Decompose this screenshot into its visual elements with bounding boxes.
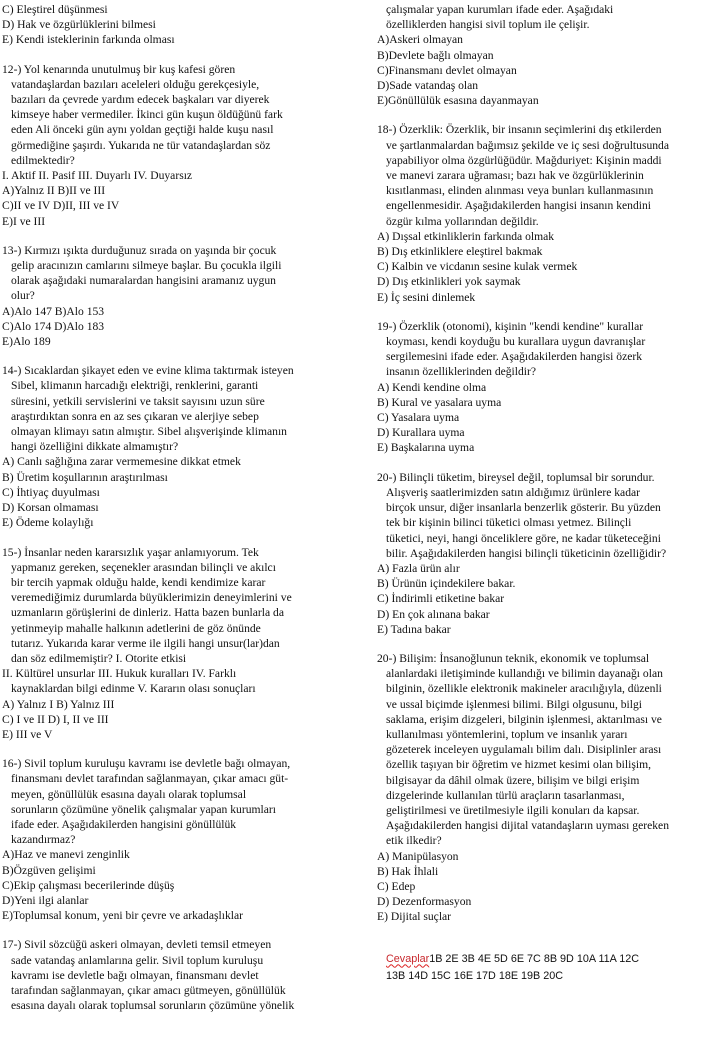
option-row: C)II ve IV D)II, III ve IV [2, 199, 120, 213]
question-text: yetinmeyip mahalle halkının adetlerini de göz önünde [11, 621, 261, 635]
option-a: A) Canlı sağlığına zarar vermemesine dikkat etmek [2, 455, 241, 469]
option-d: D) En çok alınana bakar [377, 607, 490, 621]
question-text: etik ilkedir? [386, 834, 442, 848]
question-text: hangi özelliğini dikkate almamıştır? [11, 440, 179, 454]
question-text: finansmanı devlet tarafından sağlanmayan, çıkar amacı güt- [11, 772, 289, 786]
question-text: geliştirilmesi ve üretilmesiyle ilgili konuları da kapsar. [386, 803, 640, 817]
option-c: C)Finansmanı devlet olmayan [377, 63, 517, 77]
option-c: C) Eleştirel düşünmesi [2, 3, 108, 16]
option-b: B) Hak İhlali [377, 864, 439, 878]
question-text: vatandaşlardan bazıları aceleleri olduğu gerekçesiyle, [11, 77, 260, 91]
question-text: 20-) Bilinçli tüketim, bireysel değil, toplumsal bir sorundur. [377, 470, 655, 484]
option-d: D)Yeni ilgi alanlar [2, 893, 89, 907]
question-text: 12-) Yol kenarında unutulmuş bir kuş kafesi gören [2, 62, 236, 76]
question-16 [2, 756, 340, 923]
question-text: ifade eder. Aşağıdakilerden hangisini gönüllülük [11, 817, 237, 831]
question-text: özellik taşıyan bir öğretim ve hizmet kesimi olan bilişim, [386, 758, 651, 772]
option-row: E)Alo 189 [2, 335, 51, 349]
option-row: A) Yalnız I B) Yalnız III [2, 697, 115, 711]
question-text: engellenmesidir. Aşağıdakilerden hangisi insanın kendini [386, 199, 651, 213]
question-text: özelliklerden hangisi sivil toplum ile çelişir. [386, 18, 590, 32]
question-18 [377, 122, 715, 304]
question-text: yapmanız gereken, seçenekler arasından bilinçli ve akılcı [11, 560, 276, 574]
option-e: E)Toplumsal konum, yeni bir çevre ve arkadaşlıklar [2, 909, 243, 923]
option-d: D)Sade vatandaş olan [377, 79, 479, 93]
question-text: tüketici, neyi, hangi önceliklere göre, ne kadar tüketeceğini [386, 531, 661, 545]
option-c: C) İndirimli etiketine bakar [377, 592, 505, 606]
answer-key [377, 951, 715, 985]
question-text: sorunların çözümüne yönelik çalışmalar yapan kurumları [11, 802, 276, 816]
option-row: E) III ve V [2, 727, 53, 741]
option-e: E) Başkalarına uyma [377, 441, 475, 455]
option-b: B)Özgüven gelişimi [2, 863, 96, 877]
answer-key-label: Cevaplar [386, 952, 430, 965]
question-text: II. Kültürel unsurlar III. Hukuk kuralları IV. Farklı [2, 667, 237, 681]
question-text: sade vatandaş anlamlarına gelir. Sivil toplum kuruluşu [11, 953, 264, 967]
option-e: E) İç sesini dinlemek [377, 290, 476, 304]
question-text: 18-) Özerklik: Özerklik, bir insanın seçimlerini dış etkilerden [377, 123, 662, 137]
question-text: 17-) Sivil sözcüğü askeri olmayan, devleti temsil etmeyen [2, 938, 272, 952]
right-column [377, 2, 715, 985]
question-17-end [377, 2, 715, 108]
option-b: B) Ürünün içindekilere bakar. [377, 577, 516, 591]
option-d: D) Korsan olmaması [2, 501, 99, 515]
option-a: A) Kendi kendine olma [377, 380, 487, 394]
question-12 [2, 62, 340, 229]
option-a: A) Dışsal etkinliklerin farkında olmak [377, 229, 555, 243]
question-text: özgür kılma yollarından değildir. [386, 214, 539, 228]
option-d: D) Kurallara uyma [377, 426, 465, 440]
question-text: bilginin, özellikle elektronik makineler aracılığıyla, düzenli [386, 682, 662, 696]
option-e: E) Ödeme kolaylığı [2, 516, 94, 530]
question-text: ve şartlanmalardan bağımsız şekilde ve iç sesi doğrultusunda [386, 138, 669, 152]
question-text: 13-) Kırmızı ışıkta durduğunuz sırada on yaşında bir çocuk [2, 243, 277, 257]
option-e: E) Dijital suçlar [377, 910, 452, 924]
question-text: olmayan klimayı satın almıştır. Sibel alışverişinde klimanın [11, 425, 287, 439]
question-text: olur? [11, 289, 35, 303]
question-text: kaynaklardan bilgi edinme V. Kararın olası sonuçları [11, 682, 256, 696]
question-text: alanlardaki iletişiminde kullandığı ve bilimin dayanağı olan [386, 667, 663, 681]
question-17-start [2, 937, 340, 1013]
question-text: Sibel, klimanın harcadığı elektriği, renklerini, garanti [11, 379, 259, 393]
question-text: yapabiliyor olma özgürlüğüdür. Mağduriyet: Kişinin maddi [386, 153, 662, 167]
question-text: veremediğimiz durumlarda büyüklerimizin deneyimlerini ve [11, 591, 292, 605]
question-text: dan söz edilmemiştir? I. Otorite etkisi [11, 651, 187, 665]
question-text: 20-) Bilişim: İnsanoğlunun teknik, ekonomik ve toplumsal [377, 651, 650, 665]
question-text: 14-) Sıcaklardan şikayet eden ve evine klima taktırmak isteyen [2, 364, 294, 378]
option-row: E)I ve III [2, 214, 46, 228]
answer-key-line-1: 1B 2E 3B 4E 5D 6E 7C 8B 9D 10A 11A 12C [429, 952, 640, 965]
question-text: araştırdıktan sonra en az ses çıkaran ve alerjiye sebep [11, 409, 259, 423]
question-text: tutarız. Yukarıda karar verme ile ilgili hangi unsur(lar)dan [11, 636, 280, 650]
question-text: kısıtlanması, elinden alınması veya bunları kullanmasının [386, 184, 654, 198]
option-row: C)Alo 174 D)Alo 183 [2, 319, 105, 333]
question-15 [2, 545, 340, 743]
question-items: I. Aktif II. Pasif III. Duyarlı IV. Duyarsız [2, 169, 193, 183]
option-d: D) Hak ve özgürlüklerini bilmesi [2, 18, 156, 32]
question-text: birçok unsur, diğer insanlarla benzerlik gösterir. Bu yüzden [386, 501, 661, 515]
question-text: Alışveriş saatlerimizden satın aldığımız ürünlere kadar [386, 485, 641, 499]
option-d: D) Dış etkinlikleri yok saymak [377, 275, 521, 289]
question-text: görmediğine şaşırdı. Yukarıda ne tür vatandaşlardan söz [11, 138, 271, 152]
answer-key-line-2: 13B 14D 15C 16E 17D 18E 19B 20C [386, 969, 564, 982]
question-13 [2, 243, 340, 349]
question-20-informatics [377, 651, 715, 925]
option-a: A)Haz ve manevi zenginlik [2, 848, 130, 862]
question-text: meyen, gönüllülük esasına dayalı olarak toplumsal [11, 787, 247, 801]
question-text: bazıları da çevrede yardım edecek başkaları var diyerek [11, 93, 270, 107]
question-text: kullanılması yöntemlerini, toplum ve insanlık yararı [386, 727, 628, 741]
question-11-options [2, 2, 340, 48]
option-c: C) Edep [377, 879, 416, 893]
question-20-consumption [377, 470, 715, 637]
question-text: bilir. Aşağıdakilerden hangisi bilinçli tüketicinin özelliğidir? [386, 546, 667, 560]
option-e: E)Gönüllülük esasına dayanmayan [377, 94, 539, 108]
question-text: tek bir kişinin bilinci tüketici olması yetmez. Bilinçli [386, 516, 632, 530]
option-row: C) I ve II D) I, II ve III [2, 712, 109, 726]
question-19 [377, 319, 715, 456]
question-text: dizgelerinde kullanılan türlü araçların tasarlanması, [386, 788, 625, 802]
option-c: C) İhtiyaç duyulması [2, 485, 100, 499]
option-b: B) Üretim koşullarının araştırılması [2, 470, 168, 484]
option-e: E) Kendi isteklerinin farkında olması [2, 33, 175, 47]
question-text: tarafından sağlanmayan, çıkar amacı gütmeyen, gönüllülük [11, 983, 286, 997]
option-a: A) Fazla ürün alır [377, 561, 460, 575]
question-text: bilgisayar da dâhil olmak üzere, bilişim ve bilgi erişim [386, 773, 640, 787]
question-text: ve ussal biçimde işlenmesi bilimi. Bilgi olgusunu, bilgi [386, 697, 643, 711]
option-a: A) Manipülasyon [377, 849, 459, 863]
question-text: süresini, yetkili servislerini ve taksit sayısını uzun süre [11, 394, 265, 408]
option-b: B) Kural ve yasalara uyma [377, 395, 502, 409]
question-text: bir tercih yapmak olduğu halde, kendi kendimize karar [11, 575, 266, 589]
option-b: B) Dış etkinliklere eleştirel bakmak [377, 245, 543, 259]
question-text: sergilemesini ifade eder. Aşağıdakilerden hangisi özerk [386, 350, 643, 364]
question-text: gelip aracınızın camlarını silmeye başlar. Bu çocukla ilgili [11, 259, 282, 273]
question-text: edilmektedir? [11, 153, 75, 167]
option-row: A)Yalnız II B)II ve III [2, 184, 106, 198]
question-text: koyması, kendi koyduğu bu kurallara uygun davranışlar [386, 335, 646, 349]
question-text: 15-) İnsanlar neden kararsızlık yaşar anlamıyorum. Tek [2, 545, 259, 559]
question-text: çalışmalar yapan kurumları ifade eder. Aşağıdaki [386, 3, 614, 16]
question-text: esasına dayalı olarak toplumsal sorunların çözümüne yönelik [11, 999, 295, 1013]
option-a: A)Askeri olmayan [377, 33, 463, 47]
option-e: E) Tadına bakar [377, 622, 451, 636]
question-text: 19-) Özerklik (otonomi), kişinin "kendi kendine" kurallar [377, 319, 644, 333]
question-text: gözeterek inceleyen uygulamalı bilim dalı. Disiplinler arası [386, 743, 662, 757]
option-c: C) Kalbin ve vicdanın sesine kulak vermek [377, 260, 578, 274]
question-text: ve manevi zarara uğraması; bazı hak ve özgürlüklerinin [386, 169, 644, 183]
question-text: kavramı ise devletle bağı olmayan, finansmanı devlet [11, 968, 259, 982]
option-c: C) Yasalara uyma [377, 411, 460, 425]
option-row: A)Alo 147 B)Alo 153 [2, 304, 105, 318]
question-text: eden Ali önceki gün aynı yoldan geçtiği halde kuşu nasıl [11, 123, 274, 137]
option-d: D) Dezenformasyon [377, 895, 472, 909]
question-text: olarak aşağıdaki numaralardan hangisini aramanız uygun [11, 274, 276, 288]
question-text: kimseye haber vermediler. İkinci gün kuşun öldüğünü fark [11, 108, 283, 122]
question-text: Aşağıdakilerden hangisi dijital vatandaşların uyması gereken [386, 819, 669, 833]
option-b: B)Devlete bağlı olmayan [377, 48, 494, 62]
left-column [2, 2, 340, 1013]
question-14 [2, 363, 340, 530]
question-text: saklama, erişim dizgeleri, bilginin işlenmesi, aktarılması ve [386, 712, 662, 726]
question-text: 16-) Sivil toplum kuruluşu kavramı ise devletle bağı olmayan, [2, 757, 291, 771]
question-text: insanın özelliklerinden değildir? [386, 365, 537, 379]
option-c: C)Ekip çalışması becerilerinde düşüş [2, 878, 175, 892]
question-text: kazandırmaz? [11, 833, 76, 847]
question-text: uzmanların görüşlerini de dinleriz. Hatta bazen bunlarla da [11, 606, 284, 620]
